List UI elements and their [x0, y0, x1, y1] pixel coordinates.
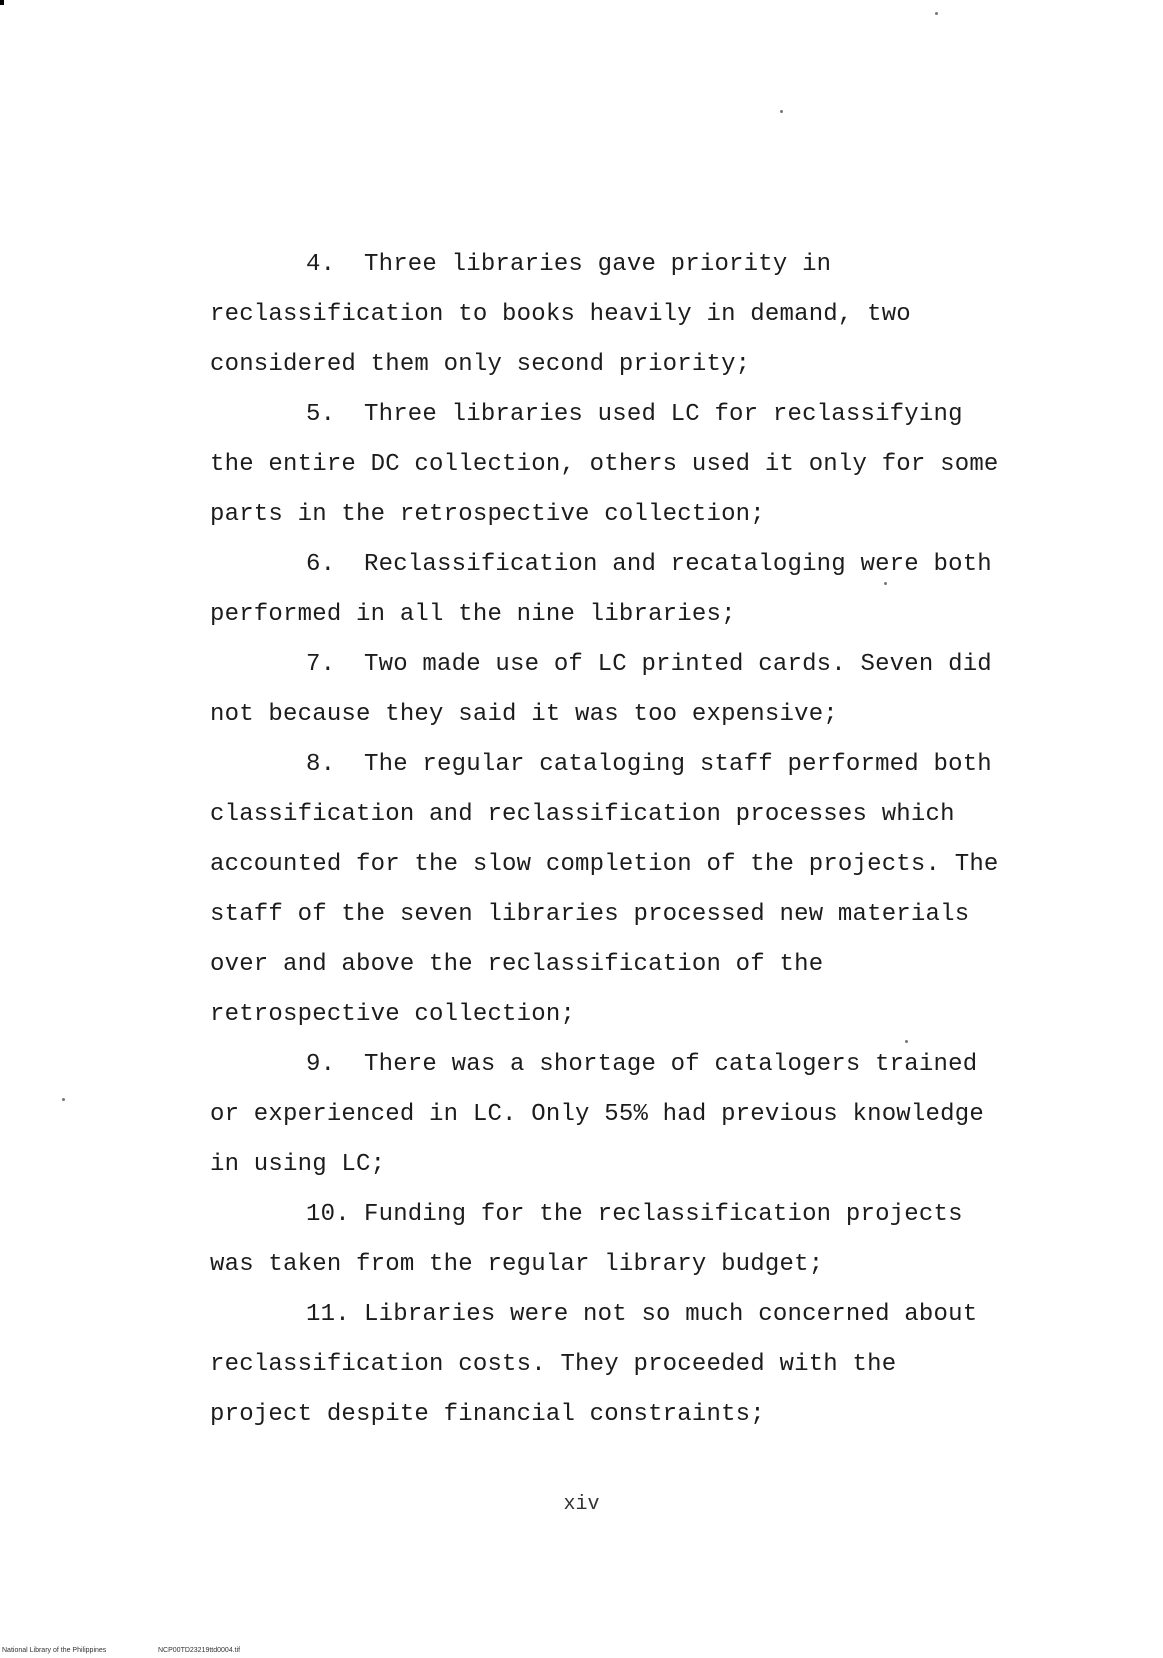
finding-item	[210, 740, 1010, 1040]
finding-text: Funding for the reclassification projects was taken from the regular library budget;	[210, 1201, 963, 1278]
finding-item	[210, 640, 1010, 740]
finding-text: Two made use of LC printed cards. Seven did not because they said it was too expensive;	[210, 651, 992, 728]
finding-text: There was a shortage of catalogers trained or experienced in LC. Only 55% had previous knowledge in using LC;	[210, 1051, 984, 1178]
page-number: xiv	[563, 1493, 600, 1516]
finding-item	[210, 1290, 1010, 1440]
finding-number: 4.	[306, 251, 336, 278]
scan-speck	[780, 110, 783, 113]
finding-text: The regular cataloging staff performed both classification and reclassification processes which accounted for the slow completion of the projects. The staff of the seven libraries processed new materials over and above the reclassification of the retrospective collection;	[210, 751, 999, 1028]
finding-number: 8.	[306, 751, 336, 778]
findings-list	[210, 240, 1010, 1440]
finding-item	[210, 1040, 1010, 1190]
finding-item	[210, 390, 1010, 540]
scan-source-label: National Library of the Philippines	[2, 1647, 107, 1654]
finding-text: Three libraries gave priority in reclassification to books heavily in demand, two considered them only second priority;	[210, 251, 911, 378]
finding-item	[210, 540, 1010, 640]
scan-speck	[62, 1098, 65, 1101]
finding-item	[210, 240, 1010, 390]
finding-number: 6.	[306, 551, 336, 578]
finding-text: Reclassification and recataloging were both performed in all the nine libraries;	[210, 551, 992, 628]
finding-number: 9.	[306, 1051, 336, 1078]
scan-file-name: NCP00TD23219ttd0004.tif	[158, 1647, 241, 1654]
finding-number: 10.	[306, 1201, 350, 1228]
scan-corner-mark	[0, 0, 4, 5]
scan-speck	[935, 12, 938, 15]
finding-number: 7.	[306, 651, 336, 678]
finding-number: 11.	[306, 1301, 350, 1328]
finding-item	[210, 1190, 1010, 1290]
finding-text: Three libraries used LC for reclassifying the entire DC collection, others used it only for some parts in the retrospective collection;	[210, 401, 999, 528]
finding-number: 5.	[306, 401, 336, 428]
finding-text: Libraries were not so much concerned about reclassification costs. They proceeded with the project despite financial constraints;	[210, 1301, 978, 1428]
